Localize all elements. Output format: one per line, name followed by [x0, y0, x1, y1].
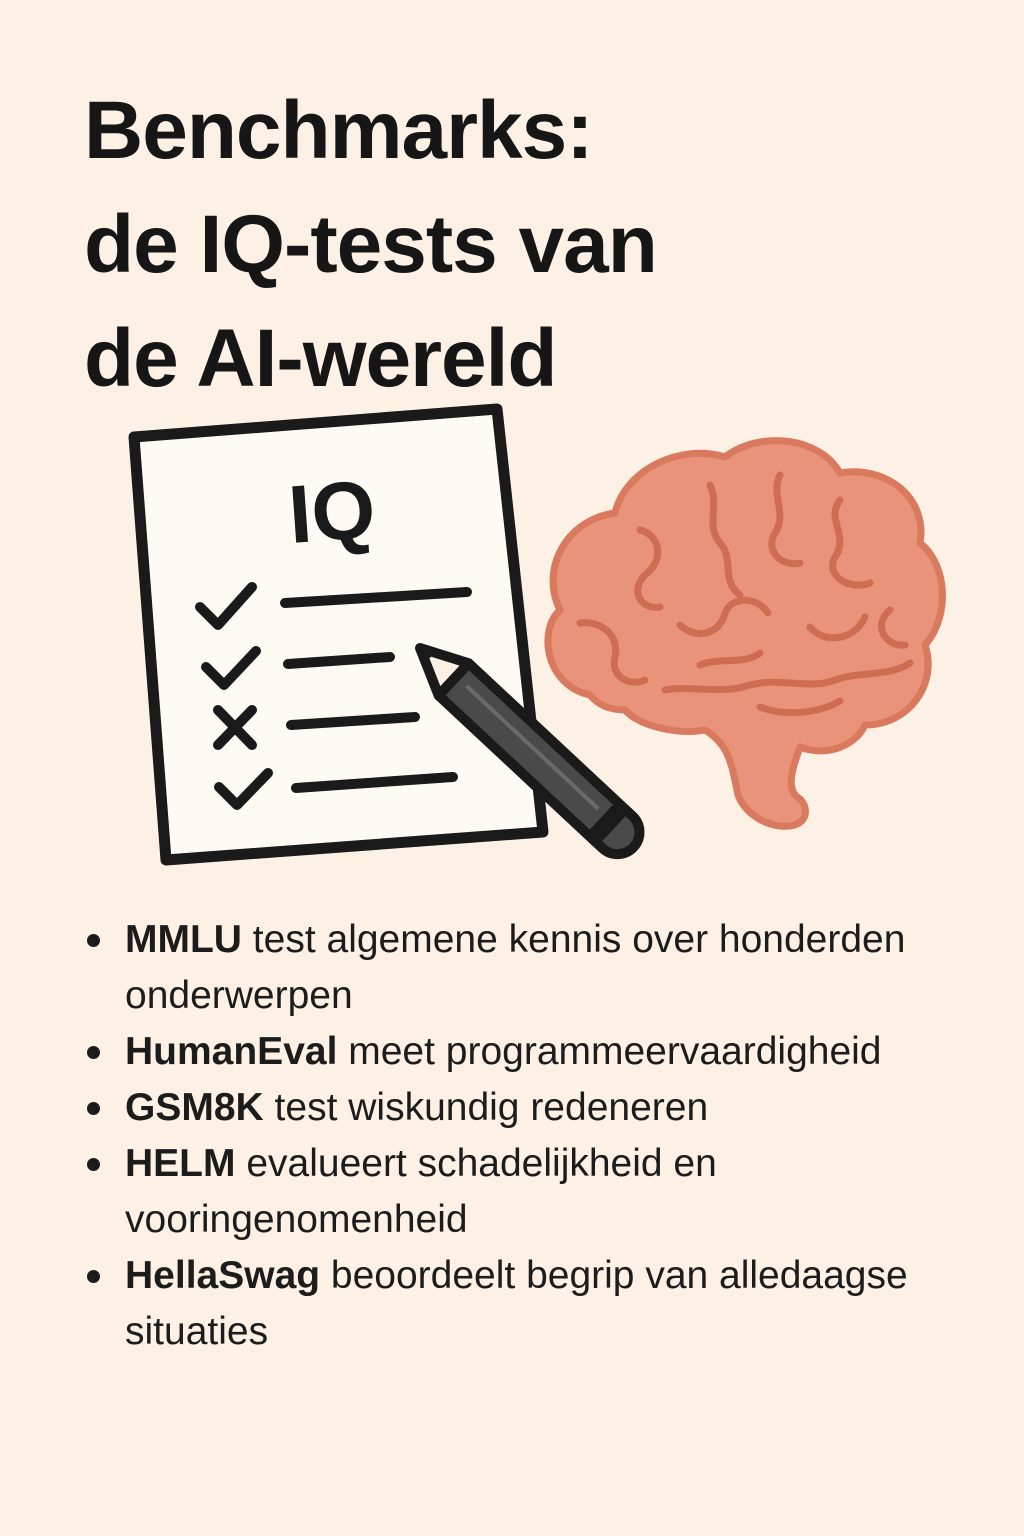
title-line-3: de AI-wereld: [84, 313, 557, 404]
bullet-icon: [87, 1102, 100, 1115]
title-line-2: de IQ-tests van: [84, 199, 657, 290]
list-item-helm: [84, 1136, 994, 1248]
list-item-mmlu: [84, 912, 994, 1024]
benchmark-description: test algemene kennis over honderden onderwerpen: [125, 918, 906, 1017]
iq-test-sheet-icon: [134, 409, 543, 860]
benchmark-name: HellaSwag: [125, 1254, 321, 1297]
benchmark-description: meet programmeervaardigheid: [337, 1030, 882, 1073]
illustration: [120, 395, 950, 895]
benchmark-name: MMLU: [125, 918, 242, 961]
benchmark-description: beoordeelt begrip van alledaagse situaties: [125, 1254, 908, 1353]
title-line-1: Benchmarks:: [84, 85, 593, 176]
bullet-icon: [87, 934, 100, 947]
benchmark-name: GSM8K: [125, 1086, 264, 1129]
paper-heading: IQ: [285, 464, 379, 561]
bullet-icon: [87, 1046, 100, 1059]
brain-icon: [548, 441, 943, 827]
benchmark-name: HELM: [125, 1142, 236, 1185]
benchmark-list: [84, 912, 994, 1360]
list-item-hellaswag: [84, 1248, 994, 1360]
list-item-gsm8k: [84, 1080, 994, 1136]
page-title: [84, 74, 657, 416]
benchmark-name: HumanEval: [125, 1030, 338, 1073]
bullet-icon: [87, 1270, 100, 1283]
benchmark-description: test wiskundig redeneren: [263, 1086, 709, 1129]
bullet-icon: [87, 1158, 100, 1171]
list-item-humaneval: [84, 1024, 994, 1080]
benchmark-description: evalueert schadelijkheid en vooringenomenheid: [125, 1142, 717, 1241]
answer-line: [288, 657, 390, 664]
